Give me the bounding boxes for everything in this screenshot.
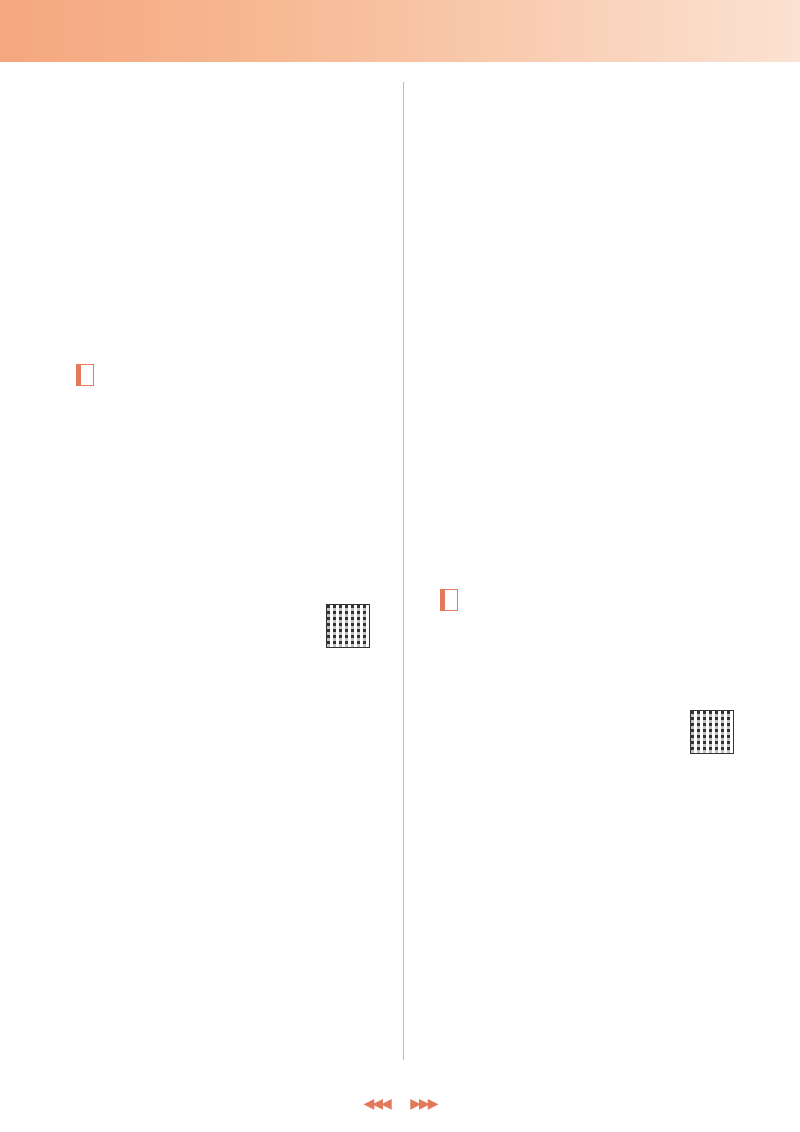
page-footer <box>0 1096 800 1112</box>
prev-arrows-icon: ◀◀◀ <box>363 1096 390 1112</box>
chart-books-borrowed <box>455 856 755 966</box>
chart-mistakes <box>70 148 350 358</box>
page-header-band <box>0 0 800 62</box>
qr-code-icon[interactable] <box>326 604 370 648</box>
qr-code-icon-right[interactable] <box>690 710 734 754</box>
chart-pets <box>70 690 370 822</box>
analysis-tag-right <box>440 589 458 611</box>
next-arrows-icon: ▶▶▶ <box>410 1096 437 1112</box>
column-divider <box>403 82 404 1060</box>
analysis-tag <box>76 364 94 386</box>
chart-weights <box>425 412 725 582</box>
chart-books-sold <box>440 146 740 316</box>
